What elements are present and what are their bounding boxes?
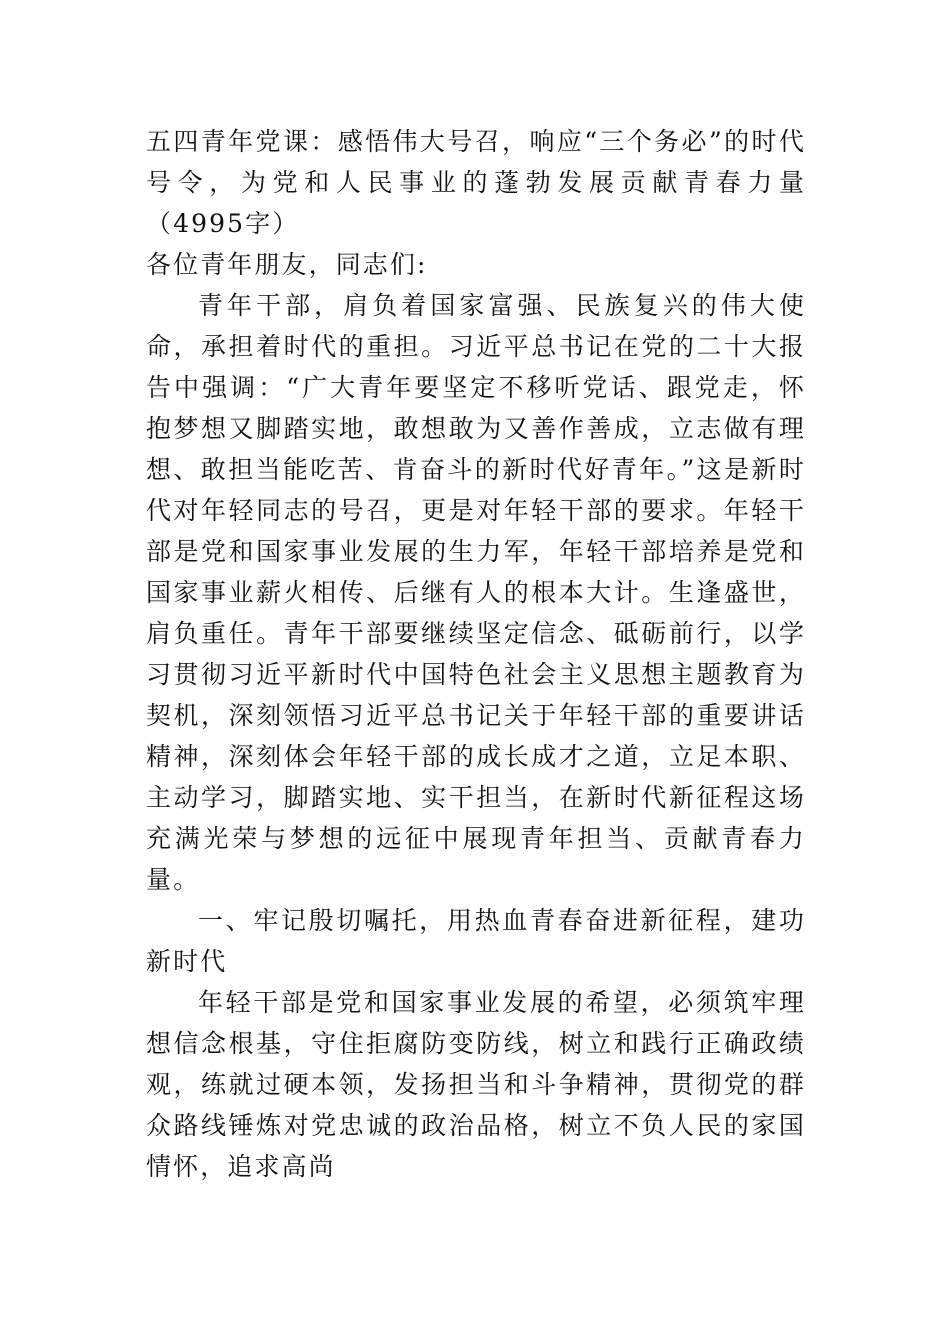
paragraph-section-1: 年轻干部是党和国家事业发展的希望，必须筑牢理想信念根基，守住拒腐防变防线，树立和践行正确政绩观，练就过硬本领，发扬担当和斗争精神，贯彻党的群众路线锤炼对党忠诚的政治品格，树立不负人民的家国情怀，追求高尚: [146, 988, 806, 1181]
document-body: [146, 121, 806, 1187]
document-title: 五四青年党课：感悟伟大号召，响应“三个务必”的时代号令，为党和人民事业的蓬勃发展贡献青春力量（4995字）: [146, 127, 806, 238]
section-heading-1: 一、牢记殷切嘱托，用热血青春奋进新征程，建功新时代: [146, 906, 806, 976]
paragraph-intro: 青年干部，肩负着国家富强、民族复兴的伟大使命，承担着时代的重担。习近平总书记在党的二十大报告中强调：“广大青年要坚定不移听党话、跟党走，怀抱梦想又脚踏实地，敢想敢为又善作善成，立志做有理想、敢担当能吃苦、肯奋斗的新时代好青年。”这是新时代对年轻同志的号召，更是对年轻干部的要求。年轻干部是党和国家事业发展的生力军，年轻干部培养是党和国家事业薪火相传、后继有人的根本大计。生逢盛世，肩负重任。青年干部要继续坚定信念、砥砺前行，以学习贯彻习近平新时代中国特色社会主义思想主题教育为契机，深刻领悟习近平总书记关于年轻干部的重要讲话精神，深刻体会年轻干部的成长成才之道，立足本职、主动学习，脚踏实地、实干担当，在新时代新征程这场充满光荣与梦想的远征中展现青年担当、贡献青春力量。: [146, 291, 806, 894]
salutation: 各位青年朋友，同志们:: [146, 250, 428, 279]
